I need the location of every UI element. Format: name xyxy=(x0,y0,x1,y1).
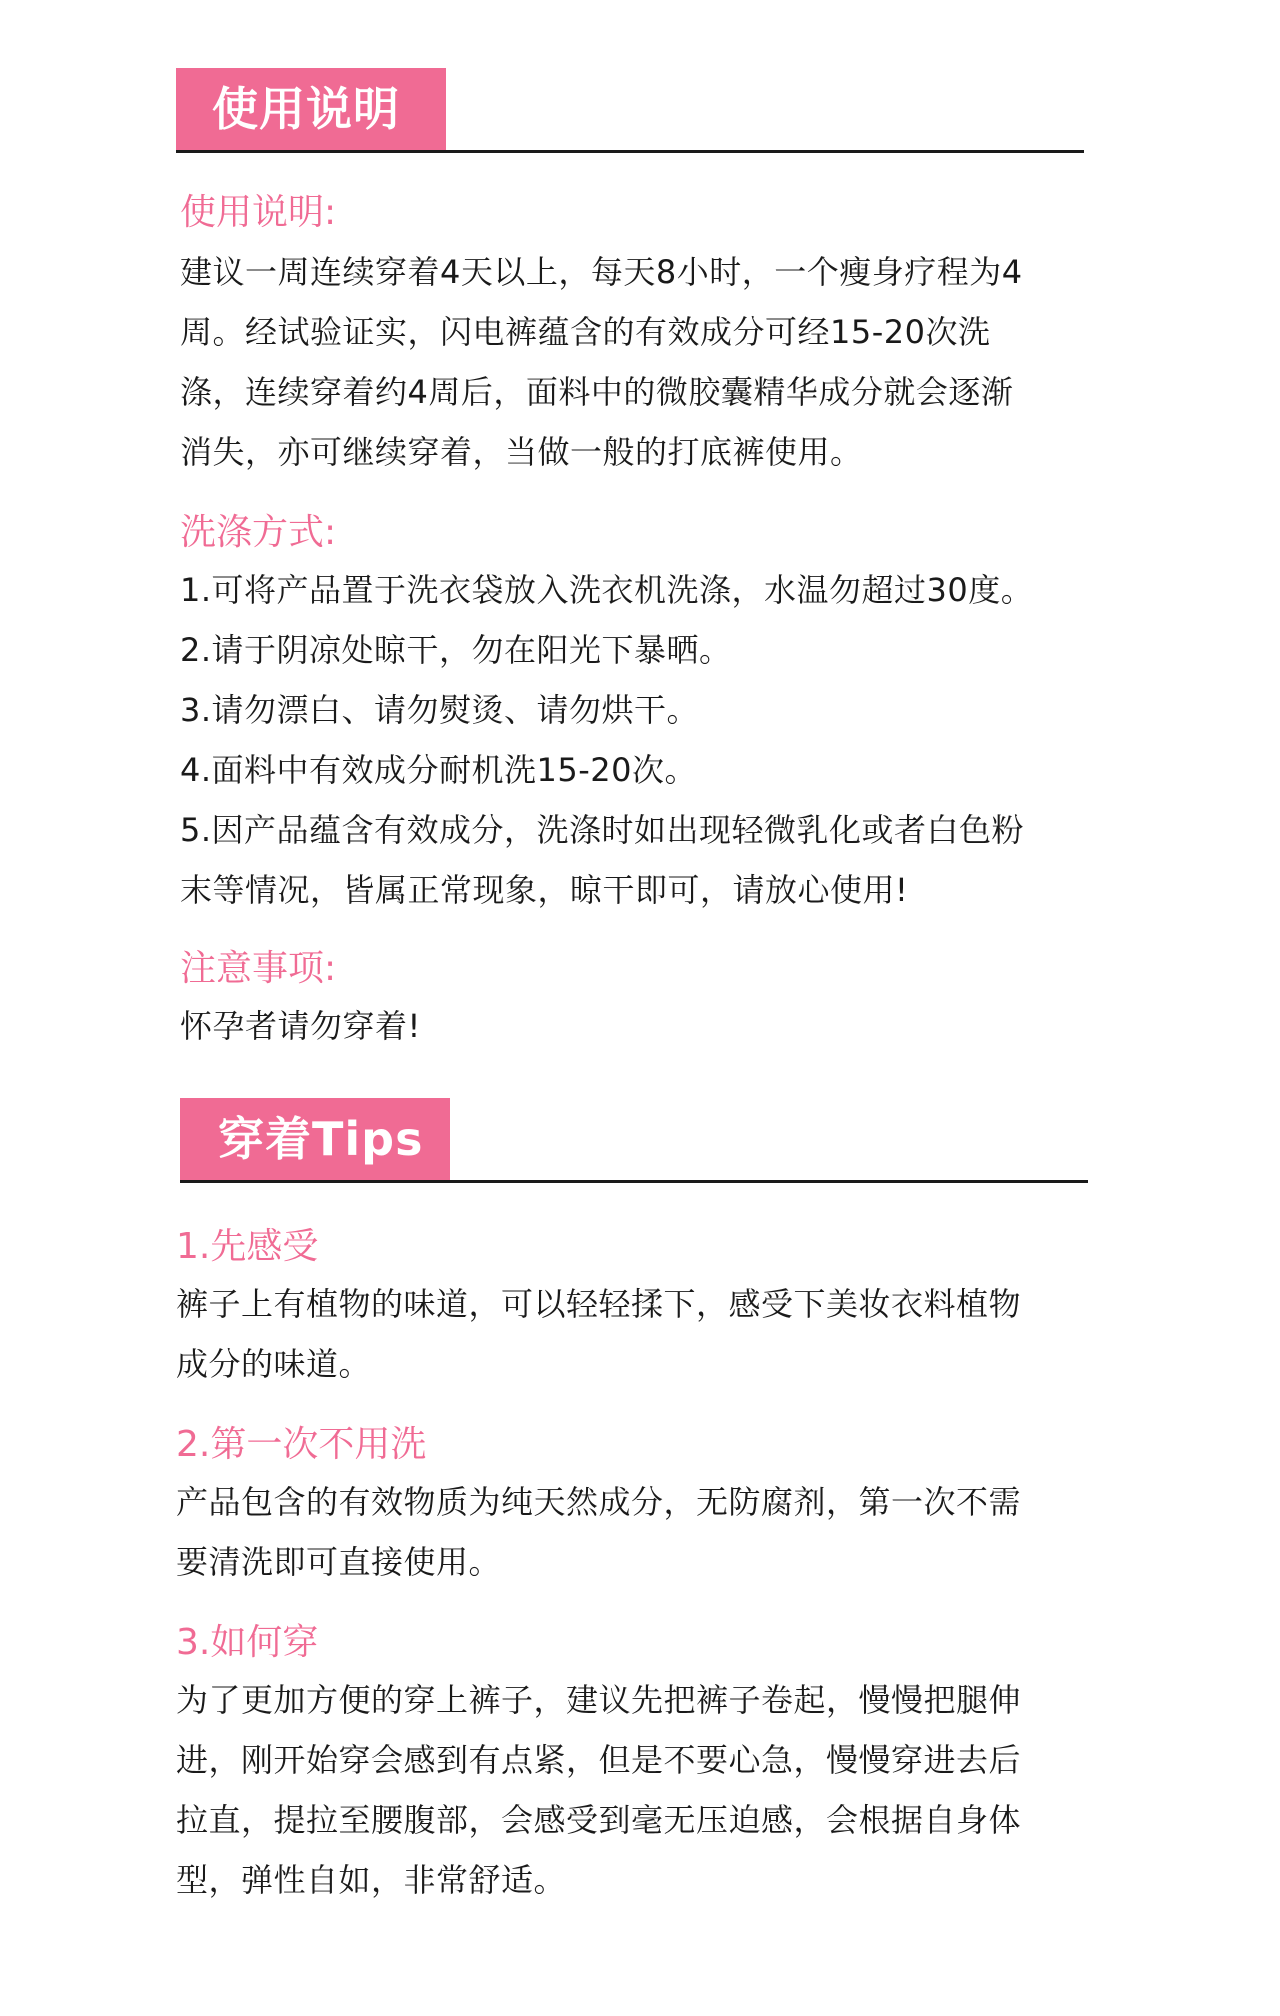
tip3-line: 型，弹性自如，非常舒适。 xyxy=(176,1861,567,1899)
tip1-line: 成分的味道。 xyxy=(176,1345,372,1383)
usage-paragraph xyxy=(180,242,1023,482)
usage-line: 涤，连续穿着约4周后，面料中的微胶囊精华成分就会逐渐 xyxy=(180,373,1014,411)
wash-item: 5.因产品蕴含有效成分，洗涤时如出现轻微乳化或者白色粉 xyxy=(180,811,1025,849)
usage-line: 建议一周连续穿着4天以上，每天8小时，一个瘦身疗程为4 xyxy=(180,253,1023,291)
wash-item: 2.请于阴凉处晾干，勿在阳光下暴晒。 xyxy=(180,631,732,669)
tip1-line: 裤子上有植物的味道，可以轻轻揉下，感受下美妆衣料植物 xyxy=(176,1285,1022,1323)
wash-heading: 洗涤方式: xyxy=(180,512,337,553)
wash-item: 3.请勿漂白、请勿熨烫、请勿烘干。 xyxy=(180,691,700,729)
tip3-line: 拉直，提拉至腰腹部，会感受到毫无压迫感，会根据自身体 xyxy=(176,1801,1022,1839)
tip3-paragraph xyxy=(176,1670,1021,1910)
tip2-heading: 2.第一次不用洗 xyxy=(176,1424,427,1465)
usage-line: 消失，亦可继续穿着，当做一般的打底裤使用。 xyxy=(180,433,863,471)
usage-banner: 使用说明 xyxy=(176,68,446,150)
tips-section-header xyxy=(180,1098,1088,1183)
wash-item: 1.可将产品置于洗衣袋放入洗衣机洗涤，水温勿超过30度。 xyxy=(180,571,1034,609)
wash-item: 末等情况，皆属正常现象，晾干即可，请放心使用! xyxy=(180,871,909,909)
wash-item: 4.面料中有效成分耐机洗15-20次。 xyxy=(180,751,698,789)
tip3-line: 进，刚开始穿会感到有点紧，但是不要心急，慢慢穿进去后 xyxy=(176,1741,1022,1779)
tip2-line: 产品包含的有效物质为纯天然成分，无防腐剂，第一次不需 xyxy=(176,1483,1022,1521)
tip1-paragraph xyxy=(176,1274,1021,1394)
notice-heading: 注意事项: xyxy=(180,948,337,989)
usage-heading: 使用说明: xyxy=(180,192,337,233)
tip1-heading: 1.先感受 xyxy=(176,1226,319,1267)
tip3-line: 为了更加方便的穿上裤子，建议先把裤子卷起，慢慢把腿伸 xyxy=(176,1681,1022,1719)
usage-line: 周。经试验证实，闪电裤蕴含的有效成分可经15-20次洗 xyxy=(180,313,991,351)
notice-line: 怀孕者请勿穿着! xyxy=(180,1007,421,1045)
tip2-paragraph xyxy=(176,1472,1021,1592)
tip2-line: 要清洗即可直接使用。 xyxy=(176,1543,502,1581)
notice-paragraph xyxy=(180,996,421,1056)
usage-section-header xyxy=(176,68,1084,153)
tips-banner: 穿着Tips xyxy=(180,1098,450,1180)
wash-list xyxy=(180,560,1033,920)
tip3-heading: 3.如何穿 xyxy=(176,1622,319,1663)
